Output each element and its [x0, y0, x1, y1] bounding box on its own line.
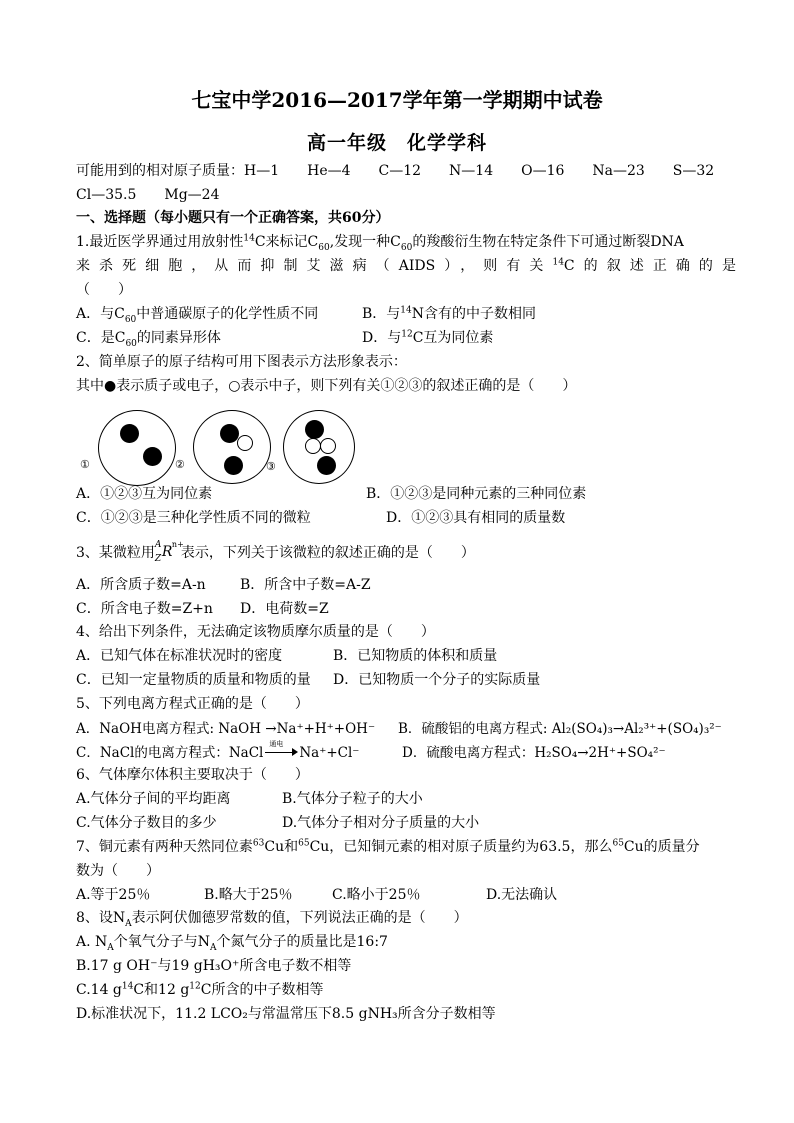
- atom-1-diagram: [98, 410, 176, 486]
- element-symbol: R: [161, 544, 173, 560]
- q7-option-d: D.无法确认: [486, 887, 558, 903]
- q3-option-d: D．电荷数=Z: [240, 601, 329, 617]
- q3-option-c: C．所含电子数=Z+n: [76, 601, 213, 617]
- q5-stem: 5、下列电离方程式正确的是（ ）: [76, 696, 309, 712]
- q6-option-d: D.气体分子相对分子质量的大小: [282, 815, 480, 831]
- q8-option-c: C.14 $g^{14}C$和12 $g^{12}C$所含的中子数相等: [76, 981, 324, 998]
- neutron-dot: [237, 435, 253, 451]
- electron-dot: [224, 456, 243, 475]
- q6-option-b: B.气体分子粒子的大小: [282, 791, 423, 807]
- q6-option-a: A.气体分子间的平均距离: [76, 791, 231, 807]
- q3-option-b: B．所含中子数=A-Z: [240, 577, 371, 593]
- mass-number: A: [154, 540, 162, 550]
- q7-option-a: A.等于25％: [76, 887, 151, 903]
- atomic-number: Z: [154, 554, 162, 564]
- exam-title: 七宝中学2016—2017学年第一学期期中试卷: [191, 88, 603, 112]
- q2-option-d: D．①②③具有相同的质量数: [386, 510, 566, 526]
- proton-dot: [305, 420, 324, 439]
- q8-option-d: D.标准状况下，11.2 LCO₂与常温常压下8.5 gNH₃所含分子数相等: [76, 1006, 496, 1022]
- q1-option-b: B．与$^{14}$N含有的中子数相同: [362, 305, 536, 322]
- q7-stem-line-2: 数为（ ）: [76, 863, 160, 879]
- q3-stem-pre: 3、某微粒用: [76, 545, 155, 561]
- q4-option-a: A．已知气体在标准状况时的密度: [76, 648, 283, 664]
- q4-option-b: B．已知物质的体积和质量: [333, 648, 498, 664]
- q7-option-c: C.略小于25％: [332, 887, 421, 903]
- q1-stem-line-2: 来杀死细胞，从而抑制艾滋病（AIDS），则有关$^{14}$C的叙述正确的是: [76, 257, 736, 274]
- arrow-shaft: [265, 752, 293, 753]
- q6-option-c: C.气体分子数目的多少: [76, 815, 217, 831]
- q5-option-c: [76, 741, 359, 761]
- q4-stem: 4、给出下列条件，无法确定该物质摩尔质量的是（ ）: [76, 624, 435, 640]
- q1-option-d: D．与$^{12}$C互为同位素: [362, 329, 494, 346]
- atom-3-diagram: [283, 410, 355, 484]
- q2-option-c: C．①②③是三种化学性质不同的微粒: [76, 510, 311, 526]
- q2-stem: 2、简单原子的原子结构可用下图表示方法形象表示：: [76, 354, 407, 370]
- q3-stem-post: 表示，下列关于该微粒的叙述正确的是（ ）: [180, 545, 475, 561]
- neutron-dot: [320, 438, 336, 454]
- nuclide-symbol: [154, 540, 184, 564]
- q2-option-b: B．①②③是同种元素的三种同位素: [366, 486, 587, 502]
- neutron-dot: [305, 438, 321, 454]
- q5-option-d: D．硫酸电离方程式：H₂SO₄→2H⁺+SO₄²⁻: [402, 745, 666, 761]
- q1-option-c: C．是$C_{60}$的同素异形体: [76, 330, 221, 349]
- atomic-masses-line-2: Cl—35.5 Mg—24: [76, 187, 220, 203]
- electron-dot: [143, 447, 162, 466]
- proton-dot: [220, 424, 239, 443]
- q8-option-a: A. $N_A$个氧气分子与$N_A$个氮气分子的质量比是16:7: [76, 934, 388, 953]
- q1-answer-bracket: （ ）: [76, 282, 132, 298]
- q5-option-a: A．NaOH电离方程式: NaOH →Na⁺+H⁺+OH⁻: [76, 721, 376, 737]
- q8-option-b: B.17 g OH⁻与19 gH₃O⁺所含电子数不相等: [76, 958, 352, 974]
- q5-option-b: B．硫酸铝的电离方程式: Al₂(SO₄)₃→Al₂³⁺+(SO₄)₃²⁻: [398, 721, 722, 737]
- q4-option-c: C．已知一定量物质的质量和物质的量: [76, 672, 311, 688]
- q7-stem-line-1: 7、铜元素有两种天然同位素$^{63}$Cu和$^{65}$Cu，已知铜元素的相对原子质量约为63.5，那么$^{65}$Cu的质量分: [76, 838, 700, 855]
- q5-option-c-post: Na⁺+Cl⁻: [299, 745, 360, 761]
- atom-1-label: ①: [80, 458, 90, 471]
- arrow-head: [292, 748, 298, 756]
- atom-3-label: ③: [266, 460, 276, 473]
- arrow-label: 通电: [269, 740, 284, 748]
- q7-option-b: B.略大于25％: [204, 887, 293, 903]
- q5-option-c-pre: C．NaCl的电离方程式：NaCl: [76, 745, 264, 761]
- proton-dot: [120, 424, 139, 443]
- q4-option-d: D．已知物质一个分子的实际质量: [333, 672, 541, 688]
- q8-stem: 8、设$N_A$表示阿伏伽德罗常数的值，下列说法正确的是（ ）: [76, 910, 468, 929]
- q1-stem-line-1: 1.最近医学界通过用放射性$^{14}$C来标记$C_{60}$,发现一种$C_{60}$的羧酸衍生物在特定条件下可通过断裂DNA: [76, 233, 684, 253]
- ion-charge: n+: [171, 540, 184, 549]
- q2-description: 其中●表示质子或电子，○表示中子，则下列有关①②③的叙述正确的是（ ）: [76, 378, 577, 394]
- electrolysis-arrow: [263, 740, 299, 757]
- q6-stem: 6、气体摩尔体积主要取决于（ ）: [76, 767, 309, 783]
- q1-option-a: A．与$C_{60}$中普通碳原子的化学性质不同: [76, 306, 319, 325]
- exam-subtitle: 高一年级 化学学科: [306, 132, 487, 154]
- q2-option-a: A．①②③互为同位素: [76, 486, 213, 502]
- atomic-masses-line-1: 可能用到的相对原子质量：H—1 He—4 C—12 N—14 O—16 Na—23 S—32: [76, 163, 715, 179]
- atom-2-label: ②: [175, 458, 185, 471]
- q3-option-a: A．所含质子数=A-n: [76, 577, 206, 593]
- atom-2-diagram: [193, 410, 271, 484]
- section-heading: 一、选择题（每小题只有一个正确答案，共60分）: [76, 210, 390, 226]
- q3-stem: [76, 541, 736, 564]
- electron-dot: [317, 456, 336, 475]
